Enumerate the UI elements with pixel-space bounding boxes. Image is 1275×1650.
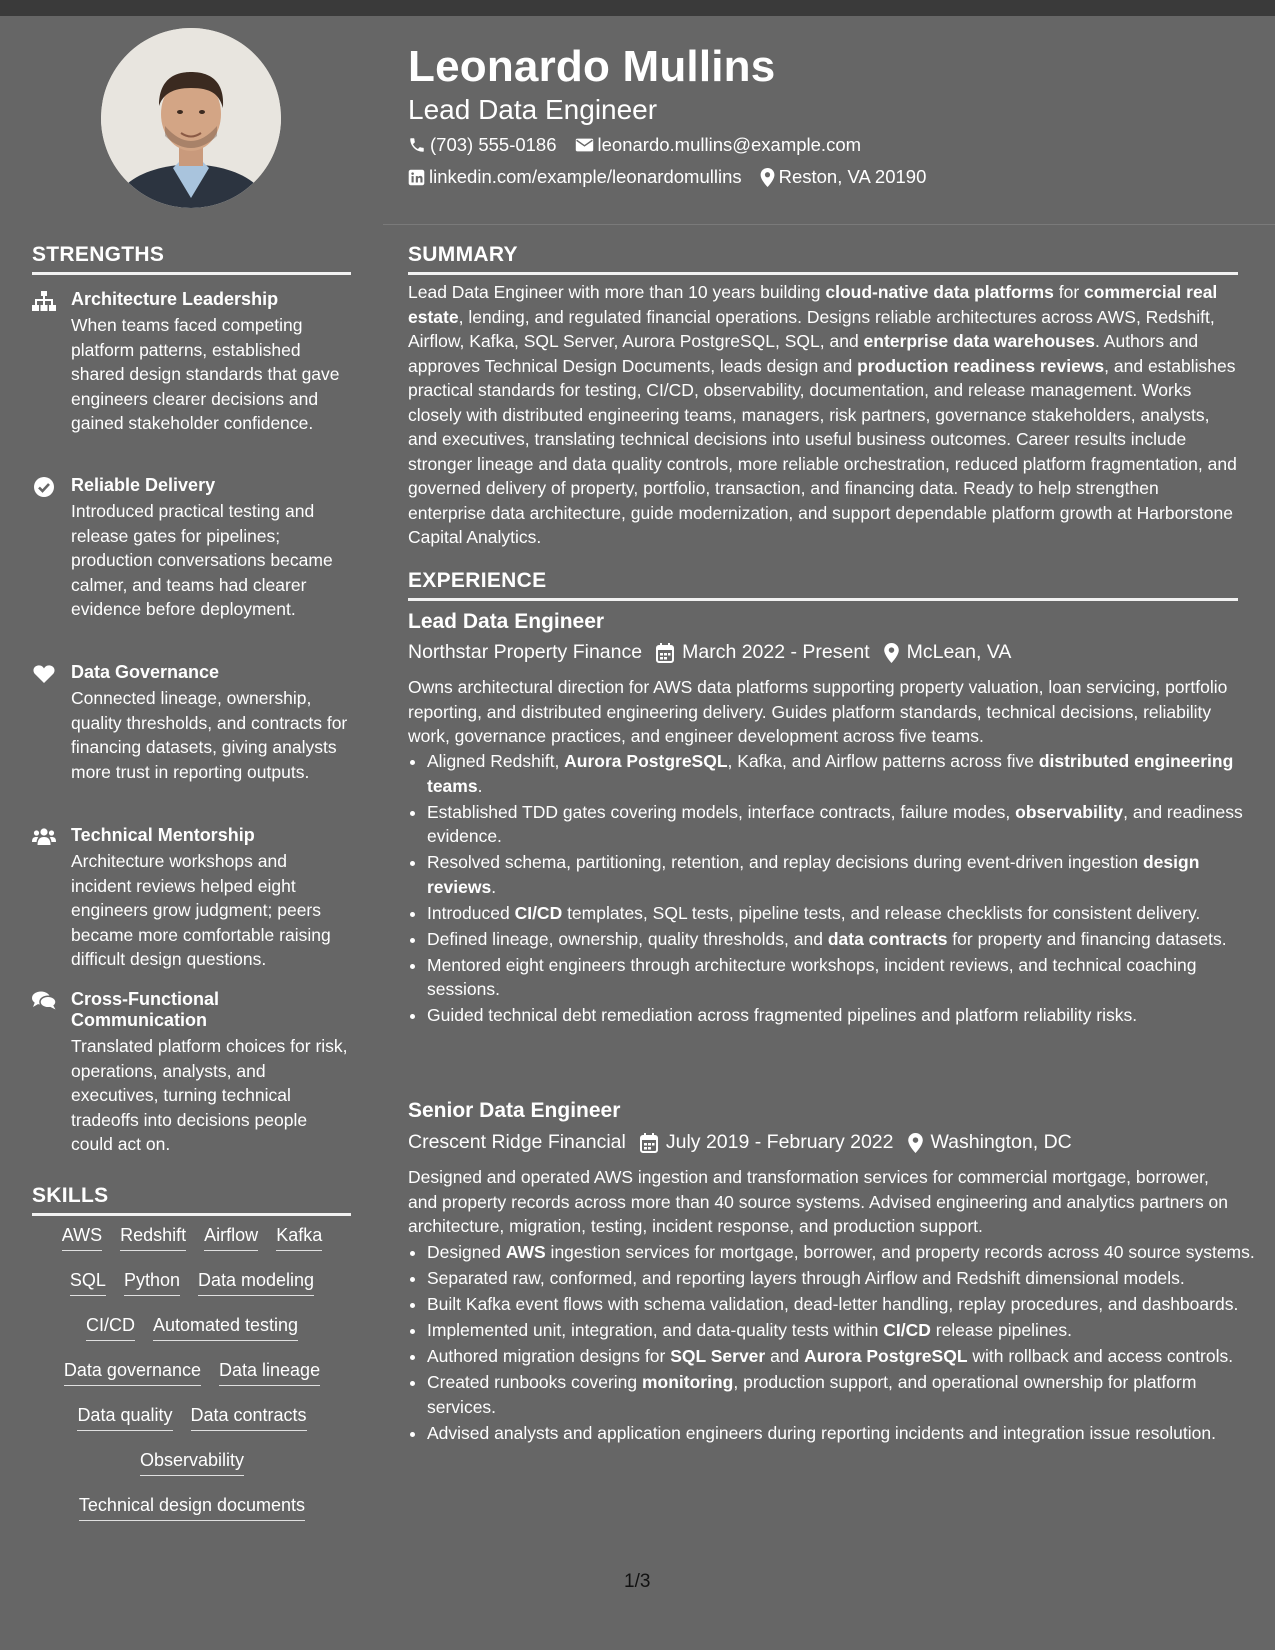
strength-item — [32, 289, 352, 436]
skill-row — [32, 1270, 352, 1315]
skill-row — [32, 1225, 352, 1270]
job-description: Owns architectural direction for AWS data platforms supporting property valuation, loan servicing, portfolio reporting, and distributed engineering delivery. Guides platform standards, technical decisions, reliability work, governance practices, and engineer development across five teams. — [408, 677, 1228, 746]
job-dates: July 2019 - February 2022 — [665, 1131, 894, 1153]
strength-item — [32, 475, 352, 622]
job-description: Designed and operated AWS ingestion and transformation services for commercial mortgage, borrower, and property records across more than 40 source systems. Advised engineering and analytics partners on architecture, migration, testing, incident response, and production support. — [408, 1167, 1229, 1236]
strength-title: Technical Mentorship — [71, 825, 255, 845]
page-number: 1/3 — [624, 1571, 651, 1592]
skill-tag: Data contracts — [191, 1405, 307, 1431]
header-divider — [383, 224, 1275, 225]
strengths-rule — [32, 272, 351, 275]
contact-linkedin[interactable] — [408, 166, 742, 188]
job-bullet: • Mentored eight engineers through architecture workshops, incident reviews, and technical coaching sessions. — [427, 953, 1257, 1002]
skill-tag: Kafka — [276, 1225, 322, 1251]
skill-row — [32, 1495, 352, 1540]
job-bullet: • Created runbooks covering monitoring, production support, and operational ownership for platform services. — [427, 1370, 1257, 1419]
job-bullet: • Aligned Redshift, Aurora PostgreSQL, Kafka, and Airflow patterns across five distributed engineering teams. — [427, 749, 1257, 798]
job-bullet: • Advised analysts and application engineers during reporting incidents and integration issue resolution. — [427, 1421, 1257, 1446]
skill-row — [32, 1405, 352, 1450]
summary-rule — [408, 272, 1238, 275]
skill-tag: Automated testing — [153, 1315, 298, 1341]
linkedin-icon — [408, 169, 425, 186]
skill-tag: Data quality — [77, 1405, 172, 1431]
skills-list — [32, 1225, 352, 1540]
strength-item — [32, 989, 352, 1157]
job-title: Senior Data Engineer — [408, 1099, 621, 1122]
contact-row-2 — [408, 166, 944, 188]
job-bullet: • Resolved schema, partitioning, retention, and replay decisions during event-driven ingestion design reviews. — [427, 850, 1257, 899]
contact-phone[interactable] — [408, 134, 557, 156]
job-dates: March 2022 - Present — [682, 641, 870, 663]
heart-icon — [32, 664, 56, 684]
strength-item — [32, 662, 352, 784]
job-meta — [408, 641, 1011, 664]
job-bullet: • Implemented unit, integration, and data-quality tests within CI/CD release pipelines. — [427, 1318, 1257, 1343]
check-circle-icon — [32, 477, 56, 497]
job-meta — [408, 1131, 1072, 1154]
map-marker-icon — [884, 643, 899, 663]
skill-tag: CI/CD — [86, 1315, 135, 1341]
strength-desc: When teams faced competing platform patterns, established shared design standards that gave engineers clearer decisions and gained stakeholder confidence. — [71, 315, 340, 433]
location-text: Reston, VA 20190 — [778, 166, 927, 187]
summary-text: Lead Data Engineer with more than 10 years building cloud-native data platforms for commercial real estate, lending, and regulated financial operations. Designs reliable architectures across AWS, Redshift, Airflow, Kafka, SQL Server, Aurora PostgreSQL, SQL, and enterprise data warehouses. Authors and approves Technical Design Documents, leads design and production readiness reviews, and establishes practical standards for testing, CI/CD, observability, documentation, and release management. Works closely with distributed engineering teams, managers, risk partners, governance stakeholders, analysts, and executives, translating technical decisions into useful business outcomes. Career results include stronger lineage and data quality controls, more reliable orchestration, reduced platform fragmentation, and governed delivery of property, portfolio, transaction, and financing data. Ready to help strengthen enterprise data architecture, guide modernization, and support dependable platform growth at Harborstone Capital Analytics. — [408, 282, 1237, 547]
job-bullet: • Authored migration designs for SQL Server and Aurora PostgreSQL with rollback and access controls. — [427, 1344, 1257, 1369]
strength-desc: Introduced practical testing and release gates for pipelines; production conversations became calmer, and teams had clearer evidence before deployment. — [71, 501, 333, 619]
strength-item — [32, 825, 352, 972]
contact-location — [760, 166, 927, 188]
profile-photo — [101, 28, 281, 208]
contact-email[interactable] — [575, 134, 862, 156]
users-icon — [32, 827, 56, 847]
map-marker-icon — [760, 168, 775, 187]
skill-row — [32, 1315, 352, 1360]
phone-icon — [408, 136, 426, 154]
skill-row — [32, 1360, 352, 1405]
calendar-icon — [640, 1133, 658, 1153]
skill-tag: SQL — [70, 1270, 106, 1296]
map-marker-icon — [908, 1133, 923, 1153]
linkedin-text: linkedin.com/example/leonardomullins — [429, 166, 742, 187]
skill-tag: AWS — [62, 1225, 102, 1251]
strength-title: Data Governance — [71, 662, 220, 682]
strength-title: Architecture Leadership — [71, 289, 279, 309]
skills-rule — [32, 1213, 351, 1216]
skill-tag: Technical design documents — [79, 1495, 305, 1521]
skill-tag: Observability — [140, 1450, 244, 1476]
comments-icon — [32, 991, 56, 1011]
strength-desc: Connected lineage, ownership, quality thresholds, and contracts for financing datasets, giving analysts more trust in reporting outputs. — [71, 688, 348, 782]
strength-title: Reliable Delivery — [71, 475, 216, 495]
skill-tag: Data lineage — [219, 1360, 320, 1386]
contact-row-1 — [408, 134, 879, 156]
job-bullet: • Guided technical debt remediation across fragmented pipelines and platform reliability risks. — [427, 1003, 1257, 1028]
candidate-name: Leonardo Mullins — [408, 42, 776, 91]
job-bullet: • Separated raw, conformed, and reporting layers through Airflow and Redshift dimensional models. — [427, 1266, 1257, 1291]
strength-desc: Architecture workshops and incident reviews helped eight engineers grow judgment; peers became more comfortable raising difficult design questions. — [71, 851, 331, 969]
job-location: Washington, DC — [930, 1131, 1072, 1153]
email-text: leonardo.mullins@example.com — [597, 134, 862, 155]
skills-heading: SKILLS — [32, 1184, 109, 1207]
skill-tag: Data governance — [64, 1360, 201, 1386]
skill-row — [32, 1450, 352, 1495]
strength-desc: Translated platform choices for risk, operations, analysts, and executives, turning technical tradeoffs into decisions people could act on. — [71, 1036, 348, 1154]
skill-tag: Redshift — [120, 1225, 186, 1251]
sitemap-icon — [32, 291, 56, 311]
summary-heading: SUMMARY — [408, 243, 518, 266]
job-title: Lead Data Engineer — [408, 610, 605, 633]
job-bullet: • Introduced CI/CD templates, SQL tests, pipeline tests, and release checklists for consistent delivery. — [427, 901, 1257, 926]
job-location: McLean, VA — [906, 641, 1012, 663]
skill-tag: Data modeling — [198, 1270, 314, 1296]
calendar-icon — [656, 643, 674, 663]
job-bullet: • Built Kafka event flows with schema validation, dead-letter handling, replay procedures, and dashboards. — [427, 1292, 1257, 1317]
phone-text: (703) 555-0186 — [430, 134, 557, 155]
candidate-title: Lead Data Engineer — [408, 94, 658, 125]
job-bullet: • Established TDD gates covering models, interface contracts, failure modes, observability, and readiness evidence. — [427, 800, 1257, 849]
strength-title: Cross-Functional Communication — [71, 989, 220, 1030]
job-bullets — [408, 749, 1257, 1029]
skill-tag: Python — [124, 1270, 180, 1296]
job-company: Northstar Property Finance — [408, 641, 643, 663]
envelope-icon — [575, 137, 594, 153]
skill-tag: Airflow — [204, 1225, 258, 1251]
job-bullet: • Designed AWS ingestion services for mortgage, borrower, and property records across 40 source systems. — [427, 1240, 1257, 1265]
strengths-heading: STRENGTHS — [32, 243, 165, 266]
job-bullets — [408, 1240, 1257, 1447]
experience-heading: EXPERIENCE — [408, 569, 547, 592]
job-company: Crescent Ridge Financial — [408, 1131, 626, 1153]
top-bar — [0, 0, 1275, 16]
experience-rule — [408, 598, 1238, 601]
job-bullet: • Defined lineage, ownership, quality thresholds, and data contracts for property and financing datasets. — [427, 927, 1257, 952]
